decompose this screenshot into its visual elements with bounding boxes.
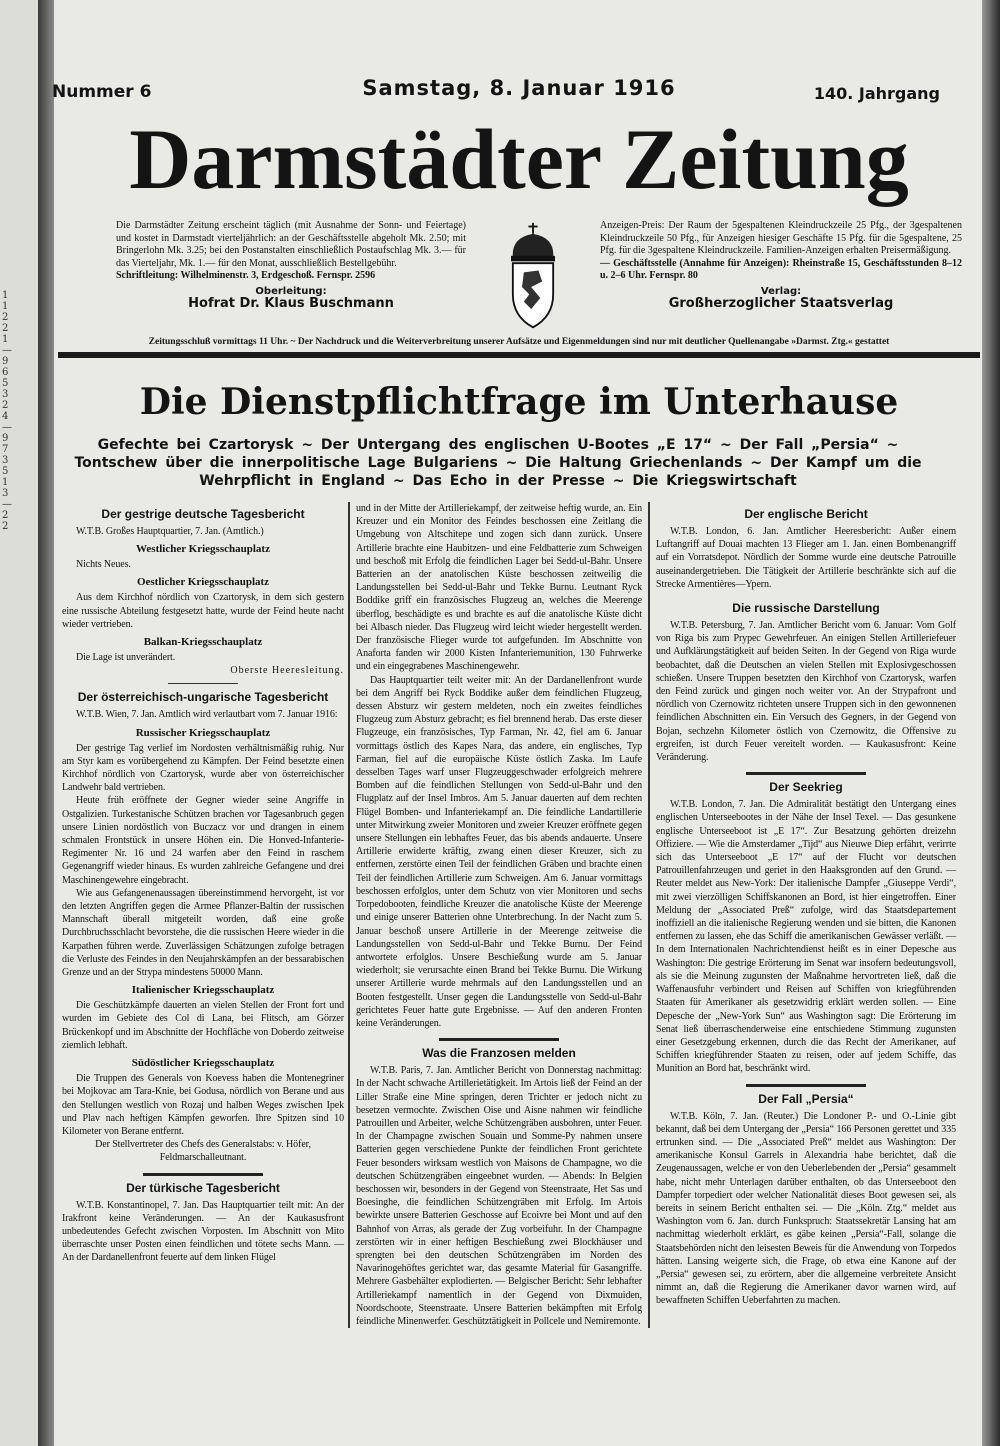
signature: Der Stellvertreter des Chefs des Generalstabs: v. Höfer, Feldmarschalleutnant. — [95, 1139, 311, 1164]
publisher-label: Verlag: — [760, 285, 802, 297]
paragraph: W.T.B. Köln, 7. Jan. (Reuter.) Die Londoner P.- und O.-Linie gibt bekannt, daß bei dem Untergang der „Persia“ 166 Personen gerettet und 335 ertrunken sind. — Die „Associated Preß“ meldet aus Washington: Der amerikanische Konsul Garrels in Alexandria habe berichtet, daß die Zeugenaussagen, welche er von den Ueberlebenden der „Persia“ gesammelt habe, nicht mehr Unterlagen darüber enthalten, ob das Unterseeboot den Dampfer torpediert oder welcher Nationalität dieses Boot gewesen sei, als bereits in seinem Bericht enthalten sei. — Die „Köln. Ztg.“ meldet aus Washington vom 6. Jan. durch Funkspruch: Staatssekretär Lansing hat am nachmittag wiederholt erklärt, es gäbe keinen „Persia“-Fall, solange die Staatsbehörden nicht den leisesten Beweis für die Anwendung von Torpedos hätten. Lansing weigerte sich, die Frage, ob etwa eine Kanone auf der „Persia“ gewesen sei, zu erörtern, aber die allgemeine verbreitete Ansicht nimmt an, daß die Regierung die Amerikaner davor warnen wird, auf bewaffneten Schiffen Ueberfahrten zu machen. — [656, 1110, 956, 1307]
paragraph: Das Hauptquartier teilt weiter mit: An der Dardanellenfront wurde bei dem Angriff bei Ryck Boddike außer dem feindlichen Flugzeug, dessen Absturz wir gestern meldeten, noch ein zweites feindliches Flugzeug zum Absturz gebracht; es fiel brennend herab. Das erste dieser Flugzeuge, ein französisches, Typ Farman, Nr. 42, fiel am 6. Januar vormittags östlich des Kapes Nara, das andere, ein englisches, Typ Farman, fiel auf die europäische Küste östlich Zaska. Im Laufe desselben Tages warf unser Flugzeuggeschwader erfolgreich mehrere Bomben auf die feindlichen Stellungen von Sedd-ul-Bahr und den Flugplatz auf der Insel Imbros. Am 5. Januar dauerten auf dem rechten Flügel Bomben- und Infanteriekampf an. Die feindliche Landartillerie unter Mitwirkung zweier Monitoren und zweier Kreuzer eröffnete gegen unsere Stellungen ein lebhaftes Feuer, das bis abends andauerte. Unsere Artillerie erwiderte kräftig, zwang einen dieser Kreuzer, sich zu entfernen, zerstörte einen Teil der feindlichen Gräben und brachte einen Teil der feindlichen Artillerie zum Schweigen. Am 6. Januar vormittags beschossen erfolglos, unter dem Schutz von vier Monitoren und sechs Torpedobooten, feindliche Kreuzer die anatolische Küste der Meerenge und einige unserer Batterien ohne Unterbrechung. In der Nacht zum 5. Januar beschoß unsere Artillerie in der Meerenge zeitweise die Landungsstellen von Sedd-ul-Bahr und Tekke Burnu. Der Feind antwortete erfolglos. Unsere Beschießung wurde am 5. Januar wiederholt; sie verursachte einen Brand bei Tekke Burnu. Die Wirkung unserer Artillerie wurde mehrmals auf den Landungsstellen und an Booten festgestellt. Unser gegen die Landungsstelle von Sedd-ul-Bahr gerichtetes Feuer hatte gute Ergebnisse. — Auf den anderen Fronten keine Veränderungen. — [356, 674, 642, 1029]
dateline: W.T.B. Großes Hauptquartier, 7. Jan. (Amtlich.) — [76, 526, 264, 537]
paragraph: W.T.B. London, 6. Jan. Amtlicher Heeresbericht: Außer einem Luftangriff auf Douai machten 13 Flieger am 1. Jan. einen Bombenangriff auf ein Vorratsdepot. Nördlich der Somme wurde eine deutsche Patrouille auseinandergetrieben. Die Tätigkeit der Artillerie beschränkte sich auf die Strecke Armentières—Ypern. — [656, 526, 956, 590]
sub-headlines: Gefechte bei Czartorysk ~ Der Untergang des englischen U-Bootes „E 17“ ~ Der Fall „Persia“ ~ Tontschew über die innerpolitische Lage Bulgariens ~ Die Haltung Griechenlands ~ Der Kampf um die Wehrpflicht in England ~ Das Echo in der Presse ~ Die Kriegswirtschaft — [74, 437, 922, 489]
subsection-heading: Italienischer Kriegsschauplatz — [131, 984, 275, 997]
subsection-heading: Südöstlicher Kriegsschauplatz — [131, 1057, 275, 1070]
columns — [58, 502, 980, 1328]
divider — [143, 1173, 263, 1176]
paragraph: Der gestrige Tag verlief im Nordosten verhältnismäßig ruhig. Nur am Styr kam es vorübergehend zu Kämpfen. Der Feind besetzte einen Kirchhof nördlich von Czartorysk, wurde aber von österreichischer Landwehr bald vertrieben. — [62, 742, 344, 794]
section-heading: Der türkische Tagesbericht — [126, 1180, 280, 1195]
subsection-heading: Oestlicher Kriegsschauplatz — [136, 576, 270, 589]
paragraph: W.T.B. Petersburg, 7. Jan. Amtlicher Bericht vom 6. Januar: Vom Golf von Riga bis zum Prypec Gewehrfeuer. An einigen Stellen Artilleriefeuer und Aufklärungstätigkeit auf beiden Seiten. In der Gegend von Riga wurde beobachtet, daß die Deutschen an vielen Stellen mit Explosivgeschossen schießen. Unsere Truppen besetzten den Kirchhof von Czartorysk, warfen den Feind zurück und gingen noch weiter vor. An der Strypafront und nördlich von Czernowitz richteten unsere Truppen sich in den gewonnenen feindlichen Abschnitten ein. Ein Versuch des Gegners, in der Gegend von Bojan, sechzehn Kilometer östlich von Czernowitz, die Offensive zu ergreifen, ist durch Feuer vereitelt worden. — Kaukasusfront: Keine Veränderung. — [656, 620, 956, 764]
office-address: — Geschäftsstelle (Annahme für Anzeigen): Rheinstraße 15, Geschäftsstunden 8–12 u. 2–6 Uhr. Fernspr. 80 — [600, 257, 962, 281]
signature: Oberste Heeresleitung. — [230, 665, 344, 677]
subscription-text: Die Darmstädter Zeitung erscheint täglich (mit Ausnahme der Sonn- und Feiertage) und kostet in Darmstadt vierteljährlich: an der Geschäftsstelle abgeholt Mk. 2.50; mit Bringerlohn Mk. 3.25; bei den Postanstalten einschließlich Postaufschlag Mk. 3.— für das Vierteljahr, Mk. 1.— für den Monat, ausschließlich Bestellgebühr. — [116, 220, 466, 269]
advertising-info — [600, 220, 962, 311]
paragraph: Die Lage ist unverändert. — [76, 652, 176, 664]
divider — [439, 1038, 559, 1041]
page-edge-shadow — [982, 0, 1000, 1446]
column-1 — [62, 502, 348, 1328]
newspaper-title: Darmstädter Zeitung — [129, 111, 909, 207]
section-heading: Der gestrige deutsche Tagesbericht — [101, 507, 305, 521]
divider — [746, 772, 866, 775]
divider — [168, 683, 238, 684]
editorial-address: Schriftleitung: Wilhelminenstr. 3, Erdgeschoß. Fernspr. 2596 — [116, 270, 376, 281]
paragraph: Die Geschützkämpfe dauerten an vielen Stellen der Front fort und wurden im Gebiete des Col di Lana, bei Flitsch, am Görzer Brückenkopf und im Abschnitte der Hochfläche von Doberdo zeitweise ziemlich lebhaft. — [62, 1000, 344, 1051]
date-line — [52, 74, 980, 104]
issue-date: Samstag, 8. Januar 1916 — [362, 76, 676, 100]
margin-numbers: 1 1 2 2 1 — 9 6 5 3 2 4 — 9 7 3 5 1 3 — 2 2 — [2, 290, 12, 532]
copyright-notice: Zeitungsschluß vormittags 11 Uhr. ~ Der Nachdruck und die Weiterverbreitung unserer Aufsätze und Eigenmeldungen sind nur mit deutlicher Quellenangabe »Darmst. Ztg.« gestattet — [148, 337, 890, 347]
main-headline: Die Dienstpflichtfrage im Unterhause — [139, 381, 899, 423]
column-2 — [348, 502, 648, 1328]
section-heading: Der englische Bericht — [744, 507, 868, 521]
binding-shadow — [38, 0, 54, 1446]
section-heading: Die russische Darstellung — [732, 601, 880, 616]
subsection-heading: Russischer Kriegsschauplatz — [135, 726, 271, 739]
management-name: Hofrat Dr. Klaus Buschmann — [188, 296, 394, 311]
subsection-heading: Westlicher Kriegsschauplatz — [136, 543, 270, 556]
column-3 — [648, 502, 956, 1328]
paragraph: Aus dem Kirchhof nördlich von Czartorysk, in dem sich gestern eine russische Abteilung festgesetzt hatte, wurde der Feind heute nacht wieder vertrieben. — [62, 592, 344, 630]
paragraph: und in der Mitte der Artilleriekampf, der zeitweise heftig wurde, an. Ein Kreuzer und ein Monitor des Feindes beschossen eine Zeitlang die Umgebung von Altschitepe und zogen sich dann zurück. Unsere Artillerie brachte eine Haubitzen- und eine Feldbatterie zum Schweigen und beschoß mit Erfolg die feindlichen Lager bei Sedd-ul-Bahr. Unsere Batterien an der anatolischen Küste beschossen zeitweilig die Landungsstellen bei Sedd-ul-Bahr und Tekke Burnu. Leutnant Ryck Boddike griff ein französisches Flugzeug an, welches die Meerenge überflog, beschädigte es und brachte es auf die anatolische Küste dicht bei Albasch nieder. Das Flugzeug wird leicht wieder hergestellt werden. Der französische Flieger wurde tot aufgefunden. Im Abschnitte von Anaforta fanden wir 2000 Kisten Infanteriemunition, 130 Fuhrwerke und ein eingegrabenes Maschinengewehr. — [356, 503, 642, 673]
section-heading: Der Seekrieg — [769, 780, 843, 795]
management-label: Oberleitung: — [255, 285, 327, 297]
section-heading: Was die Franzosen melden — [422, 1046, 576, 1061]
section-heading: Der Fall „Persia“ — [758, 1091, 854, 1106]
paragraph: W.T.B. London, 7. Jan. Die Admiralität bestätigt den Untergang eines englischen Unterseebootes in der Nähe der Insel Texel. — Das gesunkene englische Unterseeboot ist „E 17“. Zur Besatzung gehörten dreizehn Offiziere. — Wie die Amsterdamer „Tijd“ aus Nieuwe Diep erfährt, verirrte sich das Unterseeboot „E 17“ auf der Flucht vor deutschen Patrouillenfahrzeugen und geriet in den Haaksgronden auf den Grund. — Reuter meldet aus New-York: Der italienische Dampfer „Giuseppe Verdi“, mit zwei vierzölligen Schiffskanonen an Bord, ist hier eingetroffen. Einer Meldung der „Associated Preß“ zufolge, wird das Staatsdepartement inoffiziell an die italienische Regierung wenden und sie bitten, die Kanonen entfernen zu lassen, ehe das Schiff die amerikanischen Gewässer verläßt. — In dem Internationalen Nachrichtendienst heißt es in einer Depesche aus Washington: Die gestrige Erörterung im Senat war insofern bedeutungsvoll, als sie die Meinung zugunsten der Maßnahme hervortreten ließ, daß die Waffenausfuhr verbindert und Reisen auf Schiffen von kriegführenden Staaten für Amerikaner als gesetzwidrig erklärt werden sollen. — Eine Depesche der „New-York Sun“ aus Washington sagt: Die Erörterung im Senat ließ überraschenderweise eine entschiedene Stimmung zugunsten einer Gesetzgebung erkennen, durch die das Recht der Amerikaner, auf Schiffen kriegführender Staaten zu reisen, oder auf jedem Schiffe, das Munition an Bord hat, beschränkt wird. — [656, 799, 956, 1075]
section-heading: Der österreichisch-ungarische Tagesbericht — [77, 690, 329, 705]
paragraph: W.T.B. Paris, 7. Jan. Amtlicher Bericht von Donnerstag nachmittag: In der Nacht schwache Artillerietätigkeit. Im Artois ließ der Feind an der Liller Straße eine Mine springen, deren Trichter er jedoch nicht zu besetzen vermochte. Zwischen Oise und Aisne nahmen wir feindliche Patrouillen und Arbeiter, welche Schützengräben ausbohren, unter Feuer. In der Champagne zwischen Souain und Somme-Py nahmen unsere Batterien gegen verschiedene Punkte der feindlichen Front gerichtete Feuer besonders wirksam westlich von Maisons de Champagne, wo die deutschen Schützengräben eingeebnet wurden. — Abends: In Belgien beschossen wir, besonders in der Gegend von Steenstraate, Het Sas und Boesinghe, die feindlichen Schützengräben mit Erfolg. Im Artois bewirkte unsere Batterien Geschosse auf Ecoivre bei Mont und auf den Bahnhof von Arras, als gerade der Zug vorbeifuhr. In der Champagne zerstörten wir in einer heftigen Beschießung zwei Blockhäuser und sprengten bei den deutschen Schützengräben im Norden des Navarinogehöftes gerichtet war, das gesamte Material für Gasangriffe. Mehrere Gasbehälter explodierten. — Belgischer Bericht: Sehr lebhafter Artilleriekampf namentlich in der Gegend von Dixmuiden, Noordschoote, Steenstraate. Unsere Batterien bekämpften mit Erfolg feindliche Minenwerfer. Geschütztätigkeit in Pollcele und Nemiremonte. — [356, 1065, 642, 1327]
subscription-info — [116, 220, 466, 311]
scan-margin — [0, 0, 38, 1446]
publisher-name: Großherzoglicher Staatsverlag — [668, 296, 894, 311]
paragraph: Die Truppen des Generals von Koevess haben die Montenegriner bei Mojkovac am Tara-Knie, bei Godusa, nördlich von Berane und aus den Stellungen westlich von Rozaj und halben Weges zwischen Ipek und Plav nach heftigen Kämpfen geworfen. Ihre Spitzen sind 10 Kilometer von Berane entfernt. — [62, 1073, 344, 1137]
volume: 140. Jahrgang — [813, 84, 940, 103]
divider — [58, 352, 980, 358]
issue-number: Nummer 6 — [52, 82, 152, 102]
paragraph: Heute früh eröffnete der Gegner wieder seine Angriffe in Ostgalizien. Turkestanische Schützen brachen vor Tagesanbruch gegen unsere Linien nordöstlich von Buczacz vor und drangen in einem schmalen Frontstück in unsere Höhen ein. Die Honved-Infanterie-Regimenter Nr. 16 und 24 warfen aber den Feind in raschem Gegenangriff wieder hinaus. Es wurden zahlreiche Gefangene und drei Maschinengewehre eingebracht. — [62, 795, 344, 886]
info-row — [58, 220, 980, 332]
paragraph: W.T.B. Konstantinopel, 7. Jan. Das Hauptquartier teilt mit: An der Irakfront keine Veränderungen. — An der Kaukasusfront unbedeutendes Gefecht zwischen Vorposten. Im Abschnitt von Mito überraschte unser Posten einen feindlichen und tötete sechs Mann. — An der Dardanellenfront feuerte auf dem linken Flügel — [62, 1199, 344, 1264]
paragraph: Nichts Neues. — [76, 559, 131, 571]
subsection-heading: Balkan-Kriegsschauplatz — [143, 636, 263, 649]
coat-of-arms-icon — [478, 220, 588, 332]
dateline: W.T.B. Wien, 7. Jan. Amtlich wird verlautbart vom 7. Januar 1916: — [76, 709, 338, 721]
ad-price-text: Anzeigen-Preis: Der Raum der 5gespaltenen Kleindruckzeile 25 Pfg., der 3gespaltenen Kleindruckzeile 50 Pfg., für Anzeigen hiesiger Geschäfte 15 Pfg. für die 5gespaltene, 25 Pfg. für die 3gespaltene Kleindruckzeile. Familien-Anzeigen erhalten Preisermäßigung. — [600, 220, 962, 256]
paragraph: Wie aus Gefangenenaussagen übereinstimmend hervorgeht, ist vor den letzten Angriffen gegen die Armee Pflanzer-Baltin der russischen Mannschaft überall mitgeteilt worden, daß eine große Durchbruchsschlacht bevorstehe, die die russischen Heere wieder in die Karpathen führen werde. Zuverlässigen Schätzungen zufolge betragen die Verluste des Feindes in den Neujahrskämpfen an der bessarabischen Grenze und an der Strypa mindestens 50000 Mann. — [62, 887, 344, 979]
newspaper-page — [52, 0, 980, 1328]
divider — [746, 1084, 866, 1087]
